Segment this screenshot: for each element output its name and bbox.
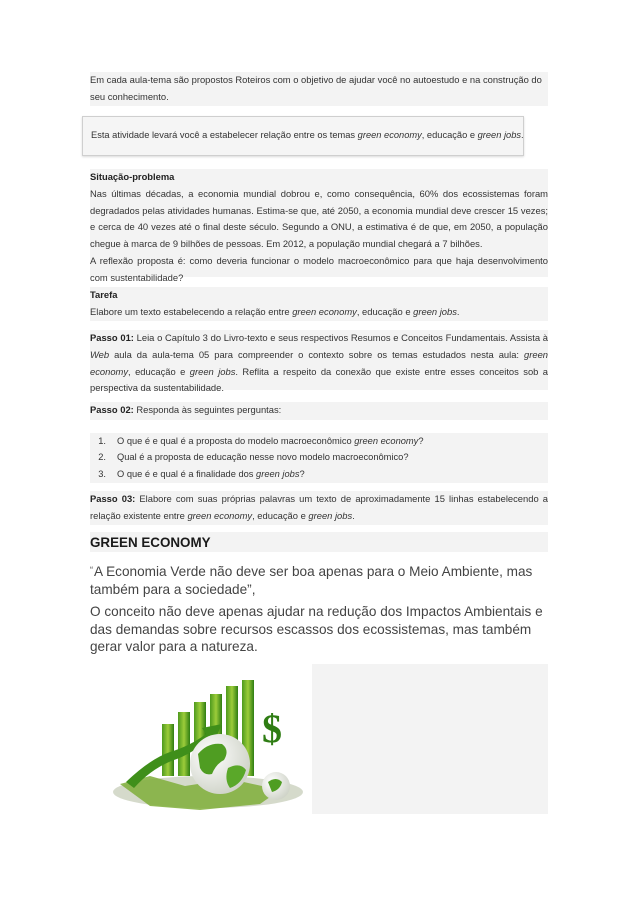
green-economy-paragraph: O conceito não deve apenas ajudar na redução dos Impactos Ambientais e das demandas sobre recursos escassos dos ecossistemas, mas também gerar valor para a natureza.	[90, 604, 543, 655]
passo-02-text	[90, 402, 548, 419]
activity-term-green-jobs: green jobs	[477, 130, 522, 140]
tarefa-term-green-economy: green economy	[292, 305, 357, 317]
questions-list	[90, 433, 548, 483]
passo-01-t3: , educação e	[128, 365, 190, 377]
question-number: 1.	[98, 436, 106, 446]
passo-02-section	[90, 402, 548, 420]
activity-callout-text	[91, 128, 524, 142]
question-term: green economy	[354, 436, 419, 446]
question-text: O que é e qual é a proposta do modelo macroeconômico	[117, 436, 355, 446]
passo-03-t2: , educação e	[252, 509, 309, 521]
passo-03-t3: .	[352, 509, 355, 521]
list-item	[90, 449, 548, 465]
tarefa-text	[90, 304, 548, 321]
passo-01-term-green-economy: green economy	[90, 348, 548, 377]
passo-01-web: Web	[90, 348, 110, 360]
situacao-paragraph-1: Nas últimas décadas, a economia mundial dobrou e, como consequência, 60% dos ecossistemas foram degradados pelas atividades humanas. Estima-se que, até 2050, a economia mundial deve crescer 15 vezes; e cerca de 40 vezes até o final deste século. Segundo a ONU, a estimativa é de que, em 2050, a população chegue à marca de 9 bilhões de pessoas. Em 2012, a população mundial chegará a 7 bilhões.	[90, 187, 548, 250]
passo-01-t4: . Reflita a respeito da conexão que existe entre esses conceitos sob a perspectiva da sustentabilidade.	[90, 365, 549, 394]
tarefa-middle: , educação e	[356, 305, 414, 317]
activity-callout-middle: , educação e	[421, 130, 478, 140]
activity-term-green-economy: green economy	[357, 130, 422, 140]
question-suffix: ?	[299, 468, 305, 479]
situacao-problema-section	[90, 169, 548, 283]
tarefa-suffix: .	[456, 305, 460, 317]
activity-callout-box	[82, 116, 524, 156]
tarefa-term-green-jobs: green jobs	[413, 305, 457, 317]
illustration-background	[312, 664, 548, 814]
green-economy-heading: GREEN ECONOMY	[90, 532, 548, 552]
passo-01-t1: Leia o Capítulo 3 do Livro-texto e seus respectivos Resumos e Conceitos Fundamentais. Assista à	[133, 332, 548, 343]
passo-03-term-green-economy: green economy	[187, 509, 253, 521]
list-item	[90, 433, 548, 449]
activity-callout-suffix: .	[521, 130, 524, 140]
question-text: Qual é a proposta de educação nesse novo modelo macroeconômico?	[117, 452, 409, 463]
situacao-paragraph-2: A reflexão proposta é: como deveria funcionar o modelo macroeconômico para que haja desenvolvimento com sustentabilidade?	[90, 254, 548, 283]
passo-03-term-green-jobs: green jobs	[308, 509, 353, 521]
passo-01-label: Passo 01:	[90, 332, 134, 343]
passo-03-label: Passo 03:	[90, 493, 136, 504]
question-term: green jobs	[256, 468, 300, 479]
green-globe-chart-icon	[90, 664, 312, 814]
tarefa-prefix: Elabore um texto estabelecendo a relação entre	[90, 305, 293, 317]
list-item	[90, 466, 548, 482]
intro-text: Em cada aula-tema são propostos Roteiros com o objetivo de ajudar você no autoestudo e na construção do seu conhecimento.	[90, 74, 542, 102]
question-number: 2.	[98, 452, 106, 463]
passo-03-t1: Elabore com suas próprias palavras um texto de aproximadamente 15 linhas estabelecendo a relação existente entre	[90, 493, 548, 521]
passo-01-section	[90, 330, 549, 394]
intro-paragraph	[90, 72, 548, 106]
quote-text: A Economia Verde não deve ser boa apenas para o Meio Ambiente, mas também para a sociedade”,	[90, 564, 533, 597]
passo-03-section	[90, 491, 548, 525]
dollar-sign-icon: $	[262, 706, 282, 751]
passo-01-term-green-jobs: green jobs	[189, 365, 236, 377]
tarefa-section	[90, 287, 548, 321]
passo-01-text	[90, 330, 548, 397]
quote-mark: “	[90, 565, 93, 575]
passo-03-text	[90, 491, 548, 525]
question-number: 3.	[98, 468, 106, 479]
green-economy-illustration	[90, 664, 548, 814]
question-suffix: ?	[418, 436, 424, 446]
tarefa-title: Tarefa	[90, 289, 118, 300]
green-economy-quote	[90, 562, 540, 598]
passo-02-label: Passo 02:	[90, 404, 134, 415]
passo-02-body: Responda às seguintes perguntas:	[133, 404, 282, 415]
situacao-title: Situação-problema	[90, 171, 175, 182]
passo-01-t2: aula da aula-tema 05 para compreender o contexto sobre os temas estudados nesta aula:	[109, 348, 525, 360]
question-text: O que é e qual é a finalidade dos	[117, 468, 257, 479]
activity-callout-prefix: Esta atividade levará você a estabelecer relação entre os temas	[91, 130, 358, 140]
